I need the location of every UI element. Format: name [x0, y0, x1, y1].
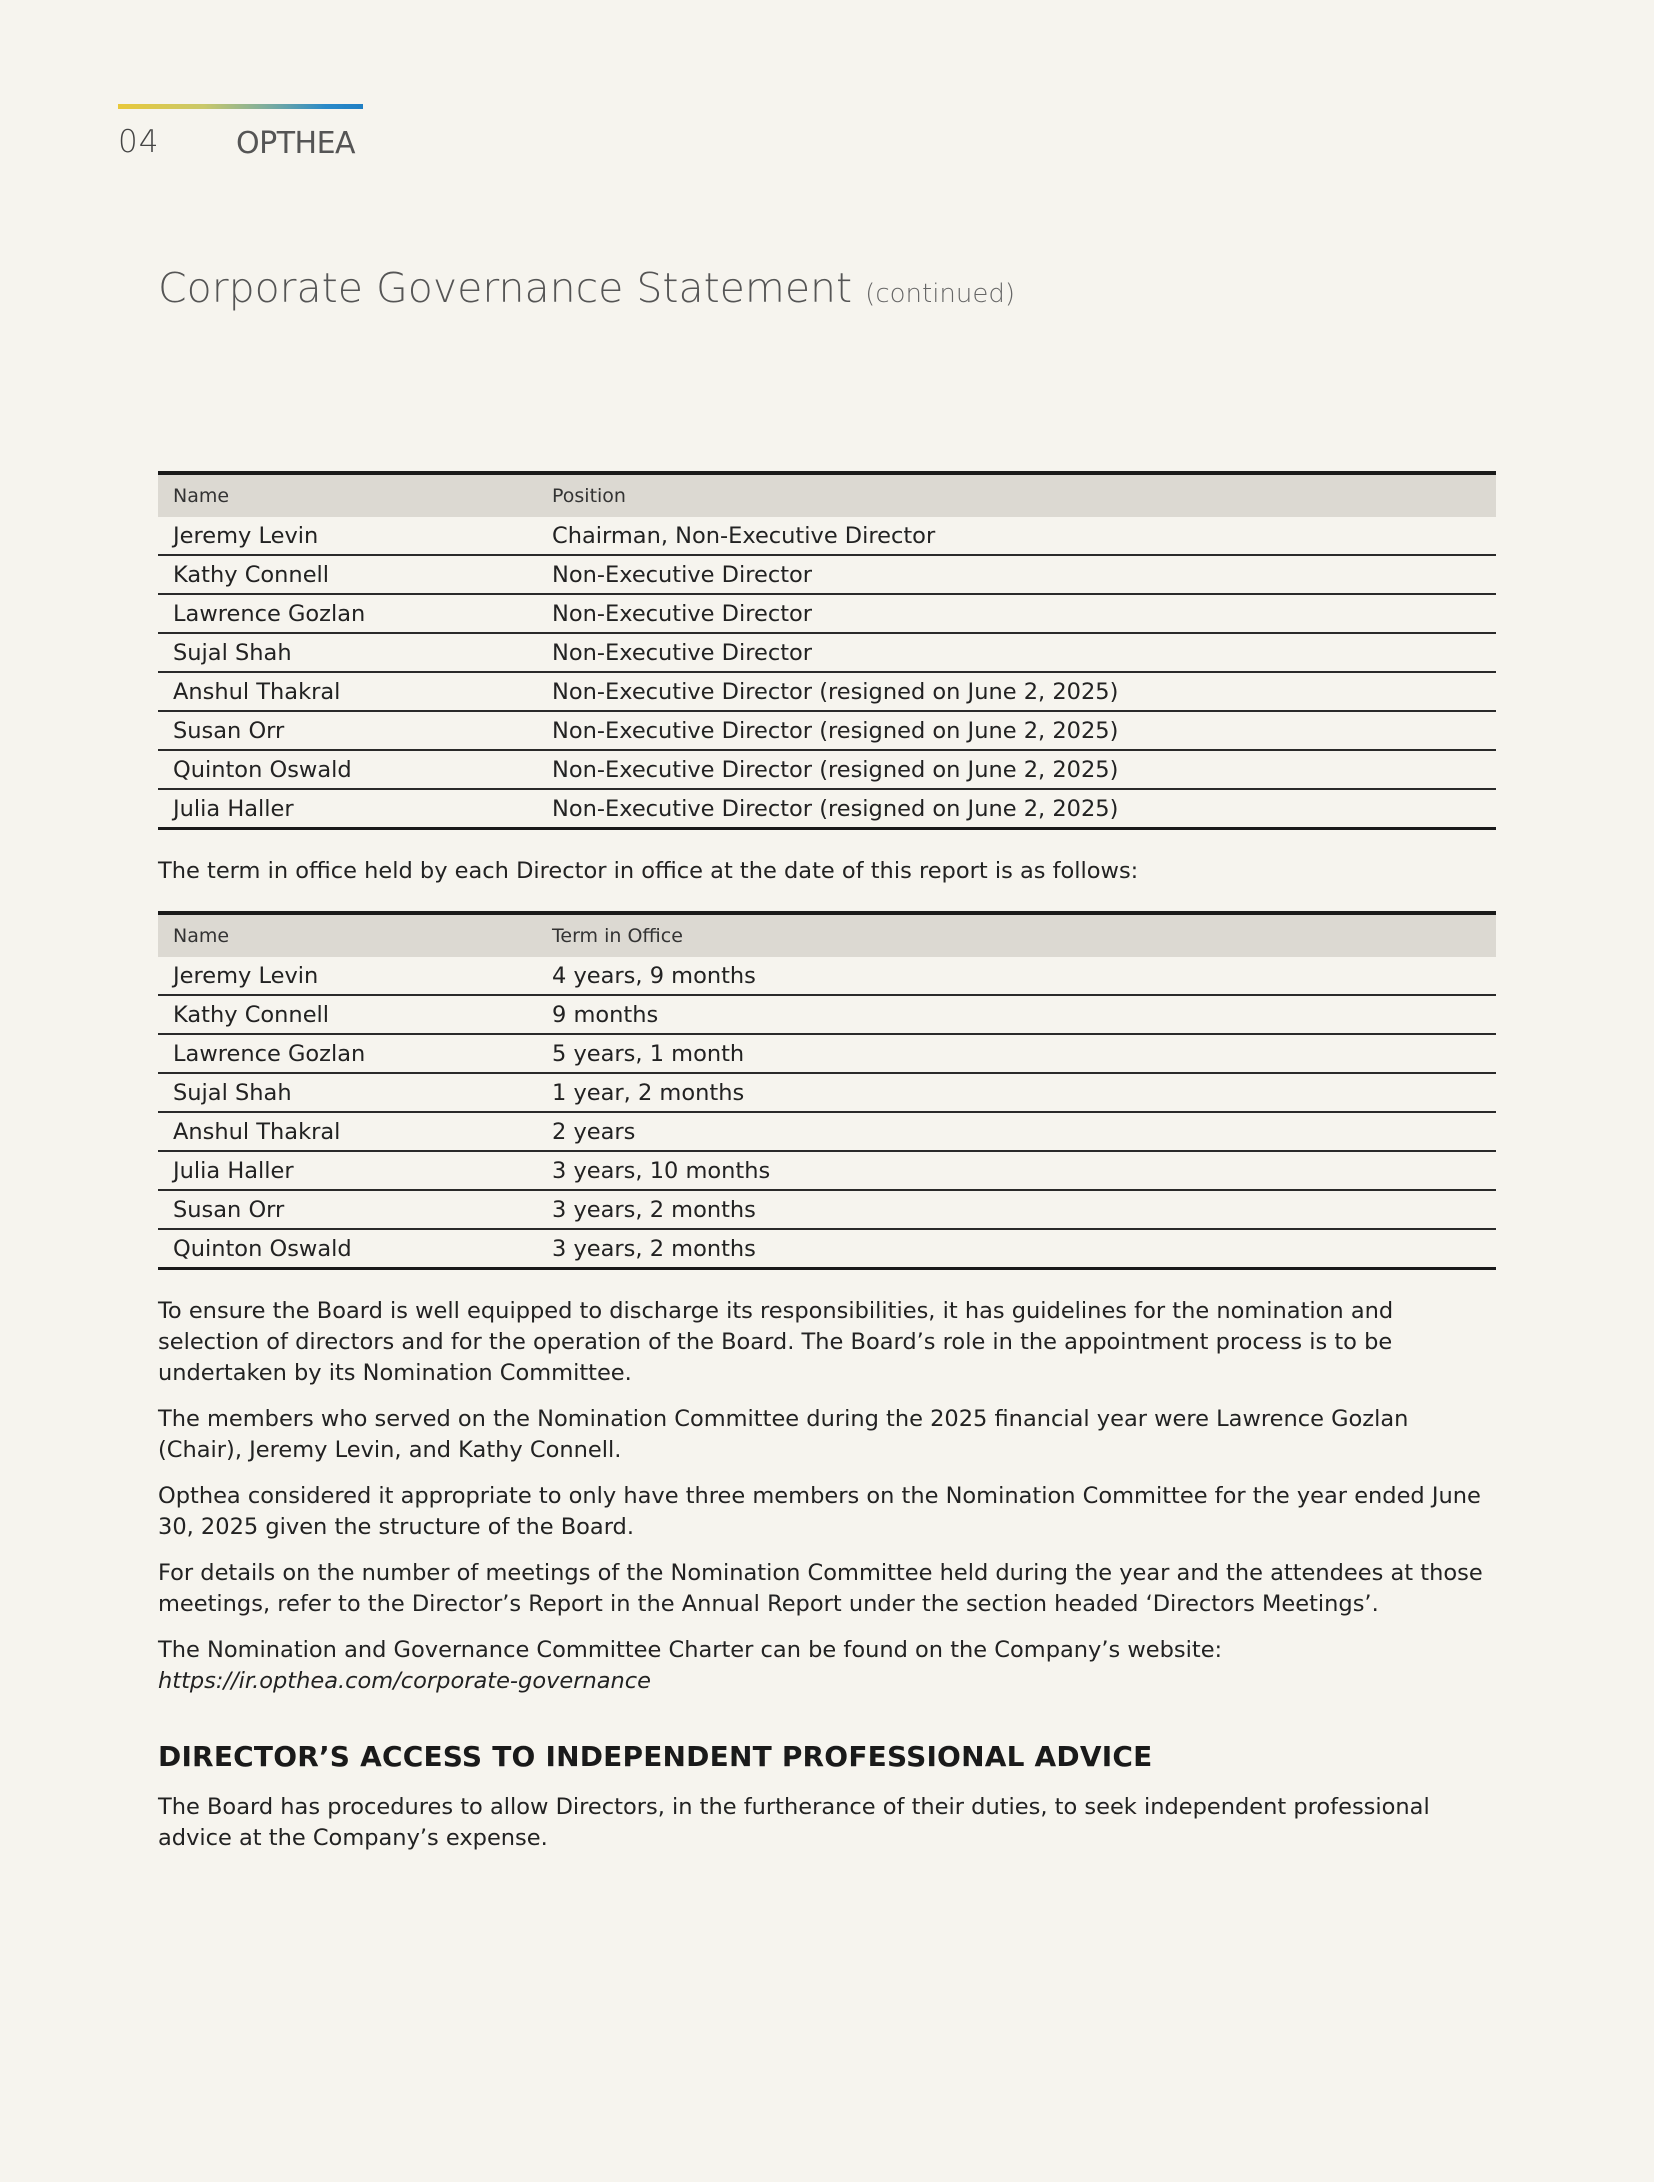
paragraph-board-guidelines: To ensure the Board is well equipped to discharge its responsibilities, it has guidelines for the nomination and selection of directors and for the operation of the Board. The Board’s role in the appointment process is to be undertaken by its Nomination Committee.: [158, 1298, 1394, 1386]
table-row: [158, 1074, 1496, 1113]
charter-text: The Nomination and Governance Committee Charter can be found on the Company’s website:: [158, 1637, 1223, 1663]
table-row: [158, 712, 1496, 751]
column-header-term: Term in Office: [552, 925, 683, 947]
paragraph-meeting-details: For details on the number of meetings of the Nomination Committee held during the year and the attendees at those meetings, refer to the Director’s Report in the Annual Report under the section headed ‘Directors Meetings’.: [158, 1560, 1483, 1617]
paragraph-committee-members: The members who served on the Nomination Committee during the 2025 financial year were Lawrence Gozlan (Chair), Jeremy Levin, and Kathy Connell.: [158, 1406, 1409, 1463]
table-row: [158, 673, 1496, 712]
table-row: [158, 517, 1496, 556]
cell-name: Lawrence Gozlan: [173, 1040, 366, 1067]
table-row: [158, 1113, 1496, 1152]
table-row: [158, 957, 1496, 996]
table-row: [158, 556, 1496, 595]
cell-term: 3 years, 10 months: [552, 1157, 771, 1184]
section-heading: DIRECTOR’S ACCESS TO INDEPENDENT PROFESSIONAL ADVICE: [158, 1740, 1153, 1773]
cell-name: Sujal Shah: [173, 1079, 292, 1106]
cell-name: Kathy Connell: [173, 1001, 330, 1028]
cell-name: Jeremy Levin: [173, 522, 319, 549]
cell-name: Quinton Oswald: [173, 756, 352, 783]
cell-position: Non-Executive Director (resigned on June 2, 2025): [552, 717, 1119, 744]
table-row: [158, 1191, 1496, 1230]
cell-name: Anshul Thakral: [173, 1118, 341, 1145]
paragraph-charter: [158, 1635, 1498, 1697]
cell-name: Quinton Oswald: [173, 1235, 352, 1262]
cell-term: 2 years: [552, 1118, 636, 1145]
header-accent-bar: [118, 104, 363, 109]
table-header-row: [158, 475, 1496, 517]
column-header-name: Name: [173, 925, 230, 947]
page-title: [158, 264, 1015, 312]
page-number: 04: [118, 124, 160, 160]
table-row: [158, 1035, 1496, 1074]
charter-link[interactable]: https://ir.opthea.com/corporate-governance: [158, 1668, 652, 1694]
cell-name: Sujal Shah: [173, 639, 292, 666]
cell-name: Julia Haller: [173, 1157, 294, 1184]
cell-term: 1 year, 2 months: [552, 1079, 745, 1106]
cell-position: Non-Executive Director: [552, 561, 813, 588]
cell-name: Lawrence Gozlan: [173, 600, 366, 627]
cell-position: Non-Executive Director (resigned on June 2, 2025): [552, 678, 1119, 705]
cell-position: Chairman, Non-Executive Director: [552, 522, 936, 549]
term-intro-text: The term in office held by each Director in office at the date of this report is as follows:: [158, 858, 1139, 884]
table-row: [158, 790, 1496, 827]
cell-name: Jeremy Levin: [173, 962, 319, 989]
cell-name: Anshul Thakral: [173, 678, 341, 705]
cell-term: 5 years, 1 month: [552, 1040, 745, 1067]
cell-position: Non-Executive Director (resigned on June 2, 2025): [552, 756, 1119, 783]
column-header-position: Position: [552, 485, 626, 507]
paragraph-committee-size: Opthea considered it appropriate to only have three members on the Nomination Committee for the year ended June 30, 2025 given the structure of the Board.: [158, 1483, 1481, 1540]
table-row: [158, 634, 1496, 673]
cell-name: Kathy Connell: [173, 561, 330, 588]
cell-position: Non-Executive Director (resigned on June 2, 2025): [552, 795, 1119, 822]
directors-table: [158, 471, 1496, 830]
cell-name: Susan Orr: [173, 1196, 285, 1223]
cell-position: Non-Executive Director: [552, 639, 813, 666]
cell-name: Julia Haller: [173, 795, 294, 822]
table-row: [158, 595, 1496, 634]
cell-name: Susan Orr: [173, 717, 285, 744]
cell-term: 3 years, 2 months: [552, 1196, 756, 1223]
cell-term: 4 years, 9 months: [552, 962, 756, 989]
table-header-row: [158, 915, 1496, 957]
page-title-main: Corporate Governance Statement: [158, 264, 853, 312]
table-row: [158, 1230, 1496, 1267]
cell-term: 3 years, 2 months: [552, 1235, 756, 1262]
cell-position: Non-Executive Director: [552, 600, 813, 627]
table-row: [158, 996, 1496, 1035]
table-row: [158, 751, 1496, 790]
brand-logo: OPTHEA: [236, 126, 356, 161]
table-row: [158, 1152, 1496, 1191]
column-header-name: Name: [173, 485, 230, 507]
page-title-suffix: (continued): [865, 279, 1016, 309]
term-in-office-table: [158, 911, 1496, 1270]
paragraph-independent-advice: The Board has procedures to allow Directors, in the furtherance of their duties, to seek independent professional advice at the Company’s expense.: [158, 1794, 1430, 1851]
cell-term: 9 months: [552, 1001, 659, 1028]
